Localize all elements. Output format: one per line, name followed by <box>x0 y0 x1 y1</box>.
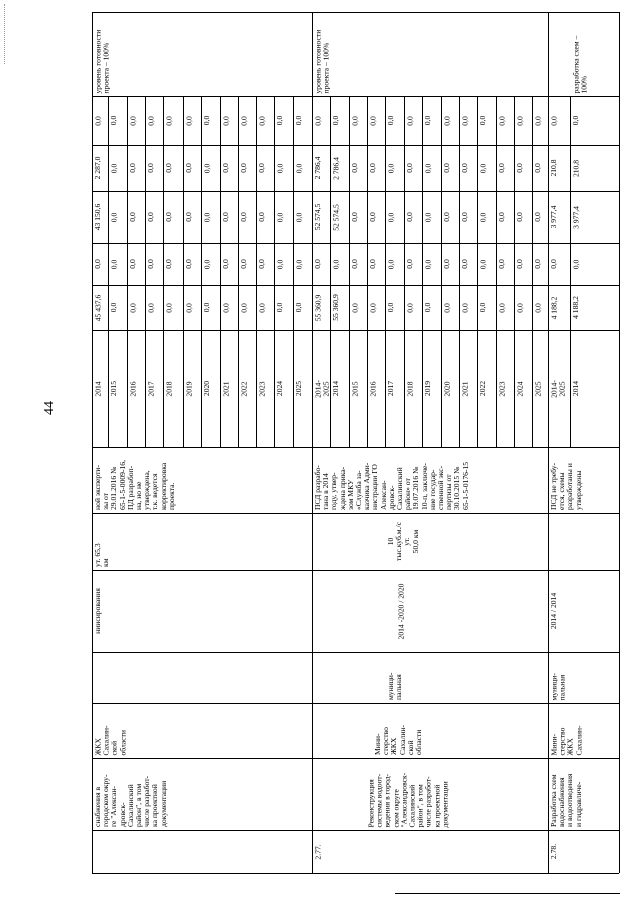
row-number: 2.77. <box>313 843 322 860</box>
federal-budget-cell: 0,0 <box>386 259 395 269</box>
federal-budget-cell: 0,0 <box>109 259 118 269</box>
municipal-budget-cell: 2 287,0 <box>93 156 102 180</box>
documentation-status: ПСД не требу- ется, схемы разработаны и утверждены <box>549 462 583 510</box>
municipal-budget-cell: 0,0 <box>164 163 173 173</box>
total-cell: 0,0 <box>184 302 193 313</box>
regional-budget-cell: 0,0 <box>109 212 118 222</box>
extrabudget-cell: 0,0 <box>331 115 340 126</box>
table-border-top <box>92 12 619 13</box>
year-cell: 2014 <box>93 380 102 397</box>
municipal-budget-cell: 0,0 <box>533 163 542 173</box>
total-cell: 0,0 <box>275 302 284 313</box>
row-number: 2.78. <box>549 843 558 860</box>
total-cell: 0,0 <box>405 302 414 313</box>
federal-budget-cell: 0,0 <box>571 259 580 269</box>
federal-budget-cell: 0,0 <box>128 259 137 269</box>
extrabudget-cell: 0,0 <box>184 115 193 126</box>
regional-budget-cell: 0,0 <box>239 212 248 222</box>
year-cell: 2022 <box>478 380 487 397</box>
executor: ЖКХ Сахалин- ской области <box>93 724 127 755</box>
total-cell: 0,0 <box>460 302 469 313</box>
year-cell: 2018 <box>405 380 414 397</box>
federal-budget-cell: 0,0 <box>331 259 340 269</box>
regional-budget-cell: 0,0 <box>515 212 524 222</box>
extrabudget-cell: 0,0 <box>549 115 558 126</box>
year-cell: 2015 <box>109 380 118 397</box>
year-cell: 2014 <box>571 380 580 397</box>
year-cell: 2016 <box>128 380 137 397</box>
ownership: муници- пальная <box>386 672 404 700</box>
page-number: 44 <box>42 401 57 415</box>
regional-budget-cell: 0,0 <box>533 212 542 222</box>
extrabudget-cell: 0,0 <box>515 115 524 126</box>
total-cell: 0,0 <box>128 302 137 313</box>
municipal-budget-cell: 0,0 <box>275 163 284 173</box>
regional-budget-cell: 0,0 <box>221 212 230 222</box>
regional-budget-cell: 0,0 <box>350 212 359 222</box>
municipal-budget-cell: 0,0 <box>478 163 487 173</box>
regional-budget-cell: 0,0 <box>202 212 211 222</box>
year-cell: 2021 <box>460 380 469 397</box>
federal-budget-cell: 0,0 <box>460 259 469 269</box>
extrabudget-cell: 0,0 <box>239 115 248 126</box>
municipal-budget-cell: 0,0 <box>128 163 137 173</box>
total-cell: 0,0 <box>350 302 359 313</box>
regional-budget-cell: 52 574,5 <box>313 203 322 231</box>
total-cell: 4 188,2 <box>549 296 558 319</box>
extrabudget-cell: 0,0 <box>386 115 395 126</box>
year-cell: 2018 <box>164 380 173 397</box>
extrabudget-cell: 0,0 <box>93 115 102 126</box>
federal-budget-cell: 0,0 <box>146 259 155 269</box>
municipal-budget-cell: 210,8 <box>571 159 580 177</box>
federal-budget-cell: 0,0 <box>478 259 487 269</box>
executor: Мини- стерство ЖКХ Сахалин- ской области <box>373 724 424 755</box>
regional-budget-cell: 3 977,4 <box>549 205 558 229</box>
object-name: снабжения в городском окру- ге "Алексан- дровск- Сахалинский район", в том числе разработ- ка проектной документации <box>93 774 168 827</box>
municipal-budget-cell: 0,0 <box>350 163 359 173</box>
year-cell: 2017 <box>146 380 155 397</box>
financing-period: 2014 -2020 / 2020 <box>396 583 405 639</box>
municipal-budget-cell: 0,0 <box>442 163 451 173</box>
municipal-budget-cell: 0,0 <box>146 163 155 173</box>
municipal-budget-cell: 0,0 <box>368 163 377 173</box>
municipal-budget-cell: 0,0 <box>202 163 211 173</box>
year-cell: 2015 <box>350 380 359 397</box>
year-cell: 2023 <box>257 380 266 397</box>
regional-budget-cell: 0,0 <box>478 212 487 222</box>
year-cell: 2021 <box>221 380 230 397</box>
total-cell: 0,0 <box>146 302 155 313</box>
year-cell: 2014- 2025 <box>313 379 330 398</box>
municipal-budget-cell: 2 786,4 <box>331 156 340 180</box>
total-cell: 0,0 <box>164 302 173 313</box>
federal-budget-cell: 0,0 <box>221 259 230 269</box>
municipal-budget-cell: 210,8 <box>549 159 558 177</box>
extrabudget-cell: 0,0 <box>109 115 118 126</box>
extrabudget-cell: 0,0 <box>497 115 506 126</box>
total-cell: 55 360,9 <box>313 294 322 321</box>
table-border-right <box>619 12 620 873</box>
expected-result: уровень готовности проекта – 100% <box>93 29 111 93</box>
year-cell: 2022 <box>239 380 248 397</box>
municipal-budget-cell: 0,0 <box>497 163 506 173</box>
extrabudget-cell: 0,0 <box>368 115 377 126</box>
regional-budget-cell: 0,0 <box>386 212 395 222</box>
federal-budget-cell: 0,0 <box>164 259 173 269</box>
total-cell: 0,0 <box>533 302 542 313</box>
financing-period: ниисирования <box>93 588 102 634</box>
total-cell: 4 188,2 <box>571 296 580 319</box>
municipal-budget-cell: 0,0 <box>386 163 395 173</box>
total-cell: 0,0 <box>515 302 524 313</box>
regional-budget-cell: 0,0 <box>368 212 377 222</box>
extrabudget-cell: 0,0 <box>257 115 266 126</box>
extrabudget-cell: 0,0 <box>128 115 137 126</box>
federal-budget-cell: 0,0 <box>423 259 432 269</box>
regional-budget-cell: 43 150,6 <box>93 203 102 231</box>
regional-budget-cell: 0,0 <box>460 212 469 222</box>
financing-period: 2014 / 2014 <box>549 592 558 630</box>
extrabudget-cell: 0,0 <box>571 115 580 126</box>
year-cell: 2014- 2025 <box>549 379 567 398</box>
municipal-budget-cell: 0,0 <box>109 163 118 173</box>
regional-budget-cell: 0,0 <box>294 212 303 222</box>
total-cell: 0,0 <box>221 302 230 313</box>
expected-result: разработка схем – 100% <box>571 35 589 93</box>
column-separator <box>92 513 619 514</box>
extrabudget-cell: 0,0 <box>221 115 230 126</box>
regional-budget-cell: 0,0 <box>497 212 506 222</box>
year-cell: 2024 <box>515 380 524 397</box>
total-cell: 0,0 <box>239 302 248 313</box>
bottom-rule <box>395 893 620 894</box>
federal-budget-cell: 0,0 <box>202 259 211 269</box>
regional-budget-cell: 0,0 <box>275 212 284 222</box>
total-cell: 0,0 <box>442 302 451 313</box>
federal-budget-cell: 0,0 <box>515 259 524 269</box>
federal-budget-cell: 0,0 <box>442 259 451 269</box>
federal-budget-cell: 0,0 <box>257 259 266 269</box>
municipal-budget-cell: 0,0 <box>294 163 303 173</box>
documentation-status: ПСД разрабо- тана в 2014 году, утвер- ждена прика- зом МКУ «Служба за- казчика Адми- нистрации ГО Алексан- дровск- Сахалинский район» от 19.07.2016 № 10-п, заключе- ние государ- ственной экс- пертизы от 30.10.2015 № 65-1-5-0176-15 <box>313 461 470 510</box>
year-cell: 2017 <box>386 380 395 397</box>
year-cell: 2020 <box>202 380 211 397</box>
year-cell: 2023 <box>497 380 506 397</box>
regional-budget-cell: 3 977,4 <box>571 205 580 229</box>
object-name: Разработка схем водоснабжения и водоотведения и гидравличе- <box>549 773 583 827</box>
documentation-status: ной эксперти- зы от 29.01.2016 № 65-1-5-0009-16, ПД разрабоп- на, но не утверждена, т.к. ведется корректировка проекта. <box>93 460 176 510</box>
total-cell: 55 360,9 <box>331 294 340 321</box>
regional-budget-cell: 0,0 <box>442 212 451 222</box>
municipal-budget-cell: 0,0 <box>460 163 469 173</box>
year-cell: 2024 <box>275 380 284 397</box>
municipal-budget-cell: 0,0 <box>257 163 266 173</box>
extrabudget-cell: 0,0 <box>164 115 173 126</box>
extrabudget-cell: 0,0 <box>405 115 414 126</box>
federal-budget-cell: 0,0 <box>368 259 377 269</box>
year-cell: 2025 <box>533 380 542 397</box>
extrabudget-cell: 0,0 <box>313 115 322 126</box>
regional-budget-cell: 0,0 <box>423 212 432 222</box>
federal-budget-cell: 0,0 <box>239 259 248 269</box>
federal-budget-cell: 0,0 <box>533 259 542 269</box>
federal-budget-cell: 0,0 <box>549 259 558 269</box>
municipal-budget-cell: 0,0 <box>239 163 248 173</box>
extrabudget-cell: 0,0 <box>460 115 469 126</box>
executor: Мини- стерство ЖКХ Сахалин- <box>549 724 583 755</box>
municipal-budget-cell: 0,0 <box>515 163 524 173</box>
municipal-budget-cell: 0,0 <box>221 163 230 173</box>
total-cell: 0,0 <box>497 302 506 313</box>
column-separator <box>92 652 619 653</box>
federal-budget-cell: 0,0 <box>497 259 506 269</box>
regional-budget-cell: 0,0 <box>405 212 414 222</box>
extrabudget-cell: 0,0 <box>294 115 303 126</box>
object-name: Реконструкция системы водоот- ведения в город- ском округе "Александровск- Сахалинский район", в том числе разработ- ка проектной документации <box>366 772 449 827</box>
total-cell: 0,0 <box>257 302 266 313</box>
regional-budget-cell: 0,0 <box>184 212 193 222</box>
expected-result: уровень готовности проекта – 100% <box>313 29 331 93</box>
regional-budget-cell: 0,0 <box>164 212 173 222</box>
federal-budget-cell: 0,0 <box>184 259 193 269</box>
federal-budget-cell: 0,0 <box>275 259 284 269</box>
municipal-budget-cell: 0,0 <box>184 163 193 173</box>
year-cell: 2016 <box>368 380 377 397</box>
regional-budget-cell: 52 574,5 <box>331 203 340 231</box>
municipal-budget-cell: 0,0 <box>423 163 432 173</box>
extrabudget-cell: 0,0 <box>533 115 542 126</box>
federal-budget-cell: 0,0 <box>294 259 303 269</box>
extrabudget-cell: 0,0 <box>146 115 155 126</box>
year-cell: 2014 <box>331 380 340 397</box>
municipal-budget-cell: 2 786,4 <box>313 156 322 180</box>
capacity: 10 тыс.куб.м./с ут. 50,0 км <box>386 522 420 561</box>
extrabudget-cell: 0,0 <box>442 115 451 126</box>
total-cell: 0,0 <box>109 302 118 313</box>
total-cell: 0,0 <box>386 302 395 313</box>
total-cell: 0,0 <box>478 302 487 313</box>
extrabudget-cell: 0,0 <box>350 115 359 126</box>
total-cell: 0,0 <box>202 302 211 313</box>
total-cell: 45 437,6 <box>93 294 102 321</box>
year-cell: 2025 <box>294 380 303 397</box>
total-cell: 0,0 <box>368 302 377 313</box>
total-cell: 0,0 <box>294 302 303 313</box>
total-cell: 0,0 <box>423 302 432 313</box>
municipal-budget-cell: 0,0 <box>405 163 414 173</box>
regional-budget-cell: 0,0 <box>128 212 137 222</box>
year-cell: 2019 <box>184 380 193 397</box>
capacity: ут. 65,3 км <box>93 543 111 567</box>
extrabudget-cell: 0,0 <box>275 115 284 126</box>
federal-budget-cell: 0,0 <box>350 259 359 269</box>
extrabudget-cell: 0,0 <box>423 115 432 126</box>
year-cell: 2020 <box>442 380 451 397</box>
regional-budget-cell: 0,0 <box>146 212 155 222</box>
column-separator <box>92 703 619 704</box>
year-cell: 2019 <box>423 380 432 397</box>
regional-budget-cell: 0,0 <box>257 212 266 222</box>
ownership: муници- пальная <box>549 672 567 700</box>
federal-budget-cell: 0,0 <box>405 259 414 269</box>
extrabudget-cell: 0,0 <box>478 115 487 126</box>
federal-budget-cell: 0,0 <box>93 259 102 269</box>
federal-budget-cell: 0,0 <box>313 259 322 269</box>
extrabudget-cell: 0,0 <box>202 115 211 126</box>
column-separator <box>92 570 619 571</box>
